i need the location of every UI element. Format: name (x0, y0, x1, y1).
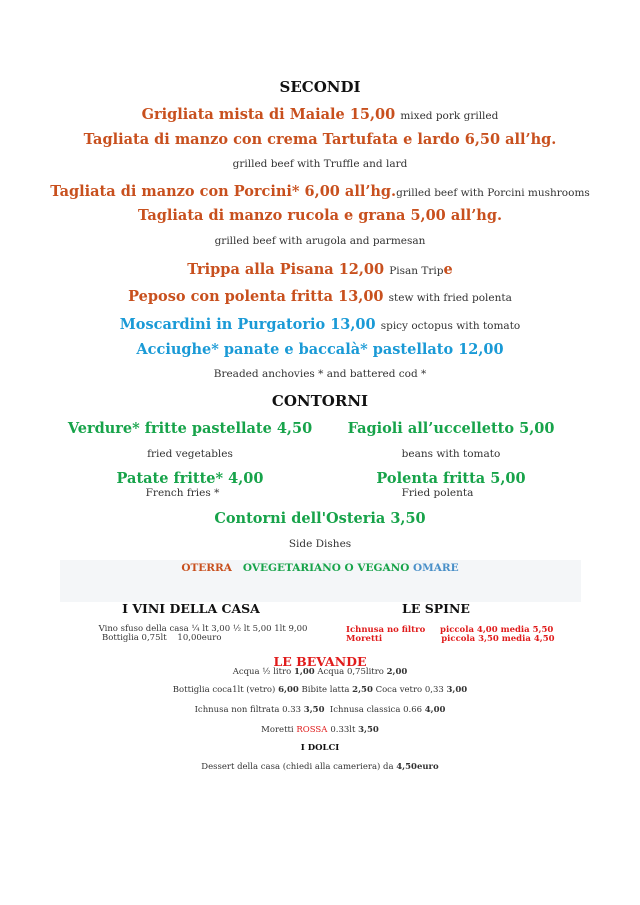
bevande-birre (0, 705, 640, 715)
dish-peposo (0, 286, 640, 305)
dish-desc: Pisan Trip (389, 265, 444, 277)
bevande-bibite (0, 685, 640, 695)
moretti-rossa: ROSSA (296, 725, 328, 735)
legend-terra: OTERRA (181, 562, 232, 574)
spine-lines (346, 626, 555, 643)
spine-title: LE SPINE (402, 601, 470, 616)
vini-lines (72, 625, 334, 643)
dish-name: Tagliata di manzo con Porcini* 6,00 all’hg. (50, 183, 397, 200)
dish-tagliata-porcini (0, 181, 640, 200)
dish-tagliata-rucola-desc: grilled beef with arugola and parmesan (214, 235, 426, 247)
ichnusa-classica: Ichnusa classica 0.66 (329, 705, 423, 715)
legend (0, 562, 640, 574)
spine-line1: Ichnusa no filtro piccola 4,00 media 5,50 (346, 625, 554, 635)
dish-contorni-osteria: Contorni dell'Osteria 3,50 (214, 510, 426, 527)
dish-polenta-desc: Fried polenta (401, 487, 474, 499)
vini-title: I VINI DELLA CASA (122, 601, 260, 616)
legend-veg: OVEGETARIANO O VEGANO (242, 562, 410, 574)
dish-polenta: Polenta fritta 5,00 (376, 470, 526, 487)
acqua-large: Acqua 0,75litro (317, 667, 384, 677)
vini-line1: Vino sfuso della casa ¼ lt 3,00 ½ lt 5,00 1lt 9,00 (98, 624, 308, 634)
dish-acciughe: Acciughe* panate e baccalà* pastellato 12,00 (136, 341, 504, 358)
dish-contorni-osteria-desc: Side Dishes (288, 538, 352, 550)
dish-name: Grigliata mista di Maiale 15,00 (141, 106, 396, 123)
moretti-price: 3,50 (358, 725, 379, 735)
coca-bottiglia: Bottiglia coca1lt (vetro) (172, 685, 276, 695)
bibite-latta: Bibite latta (301, 685, 350, 695)
moretti: Moretti (261, 725, 294, 735)
dish-tagliata-tartufo-desc: grilled beef with Truffle and lard (232, 158, 408, 170)
coca-vetro: Coca vetro 0,33 (375, 685, 444, 695)
dish-acciughe-desc: Breaded anchovies * and battered cod * (213, 368, 427, 380)
vini-line2: Bottiglia 0,75lt 10,00euro (102, 633, 222, 643)
dolci-desc: Dessert della casa (chiedi alla cameriera) da (201, 762, 394, 772)
dish-moscardini (0, 314, 640, 333)
dish-desc: mixed pork grilled (400, 110, 499, 122)
dish-patate-desc: French fries * (145, 487, 220, 499)
acqua-small-price: 1,00 (293, 667, 315, 677)
bevande-moretti (0, 725, 640, 735)
bevande-acqua (0, 667, 640, 677)
coca-bottiglia-price: 6,00 (278, 685, 299, 695)
dish-fagioli: Fagioli all’uccelletto 5,00 (347, 420, 555, 437)
dish-desc-end: e (443, 261, 453, 278)
dish-verdure-desc: fried vegetables (147, 448, 233, 460)
dish-verdure: Verdure* fritte pastellate 4,50 (67, 420, 313, 437)
bevande-title: LE BEVANDE (273, 654, 367, 669)
acqua-large-price: 2,00 (386, 667, 408, 677)
dish-name: Trippa alla Pisana 12,00 (187, 261, 385, 278)
ichnusa-classica-price: 4,00 (424, 705, 446, 715)
ichnusa-non-filtrata-price: 3,50 (303, 705, 325, 715)
dish-fagioli-desc: beans with tomato (401, 448, 501, 460)
spine-line2: Moretti piccola 3,50 media 4,50 (346, 633, 555, 644)
ichnusa-non-filtrata: Ichnusa non filtrata 0.33 (194, 705, 302, 715)
dolci-title: I DOLCI (300, 743, 340, 753)
dish-desc: grilled beef with Porcini mushrooms (396, 187, 590, 199)
dish-desc: spicy octopus with tomato (380, 320, 521, 332)
dish-name: Moscardini in Purgatorio 13,00 (119, 316, 376, 333)
coca-vetro-price: 3,00 (446, 685, 468, 695)
dolci-line (0, 762, 640, 772)
legend-mare: OMARE (413, 562, 459, 574)
moretti-size: 0.33lt (330, 725, 356, 735)
dish-tagliata-tartufo: Tagliata di manzo con crema Tartufata e lardo 6,50 all’hg. (83, 131, 557, 148)
bibite-latta-price: 2,50 (352, 685, 373, 695)
contorni-title: CONTORNI (271, 392, 369, 410)
dish-grigliata (0, 104, 640, 123)
dish-trippa (0, 259, 640, 278)
acqua-small: Acqua ½ litro (232, 667, 292, 677)
dish-tagliata-rucola: Tagliata di manzo rucola e grana 5,00 all’hg. (137, 207, 503, 224)
dish-desc: stew with fried polenta (388, 292, 512, 304)
dish-name: Peposo con polenta fritta 13,00 (128, 288, 384, 305)
dish-patate: Patate fritte* 4,00 (116, 470, 264, 487)
dolci-price: 4,50euro (396, 762, 439, 772)
secondi-title: SECONDI (279, 78, 361, 96)
